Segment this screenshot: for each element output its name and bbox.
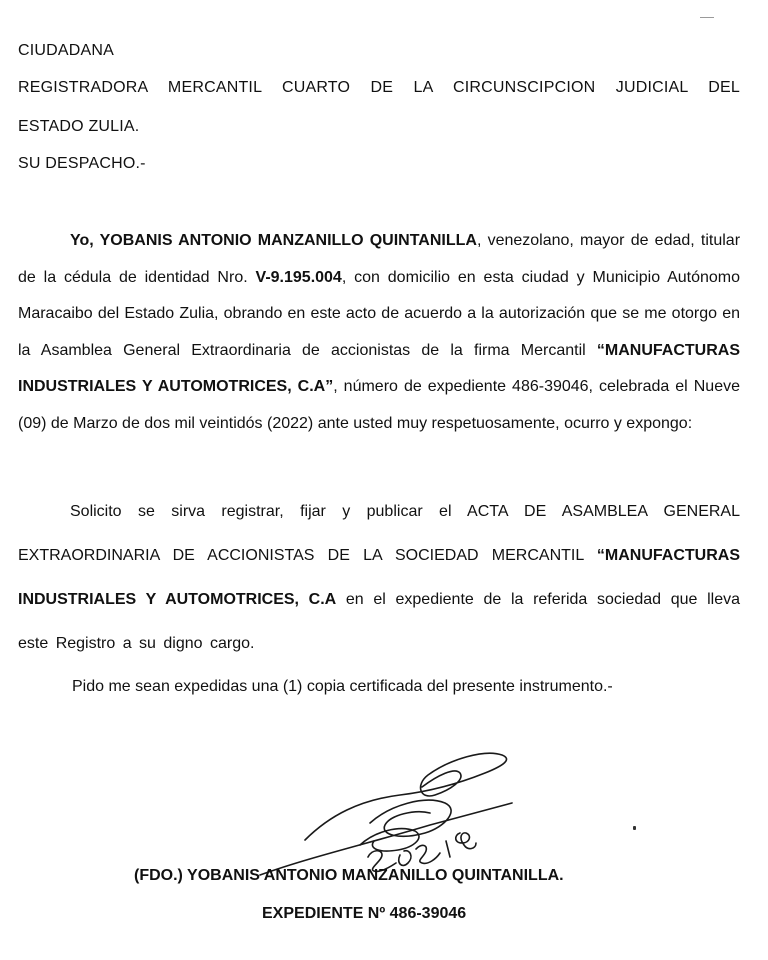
- expediente-number: EXPEDIENTE Nº 486-39046: [262, 905, 467, 922]
- paragraph-identification: [18, 223, 740, 442]
- paragraph-copy-request: Pido me sean expedidas una (1) copia certificada del presente instrumento.-: [72, 678, 613, 695]
- paragraph-text: , venezolano, mayor de edad, titular de la cédula de identidad Nro.: [18, 232, 741, 286]
- cedula-number: V-9.195.004: [255, 268, 342, 286]
- signer-name: (FDO.) YOBANIS ANTONIO MANZANILLO QUINTANILLA.: [134, 867, 564, 884]
- paragraph-text: en el expediente de la referida sociedad que lleva este Registro a su digno cargo.: [18, 591, 740, 652]
- paragraph-text: , con domicilio en esta ciudad y Municipio Autónomo Maracaibo del Estado Zulia, obrando en este acto de acuerdo a la autorización que se me otorgo en la Asamblea General Extraordinaria de accionistas de la firma Mercantil: [18, 268, 741, 359]
- company-name: “MANUFACTURAS INDUSTRIALES Y AUTOMOTRICES, C.A”: [18, 341, 740, 395]
- header-state: ESTADO ZULIA.: [18, 118, 140, 135]
- company-name: “MANUFACTURAS INDUSTRIALES Y AUTOMOTRICES, C.A: [18, 547, 740, 608]
- paragraph-text: Solicito se sirva registrar, fijar y publicar el ACTA DE ASAMBLEA GENERAL EXTRAORDINARIA DE ACCIONISTAS DE LA SOCIEDAD MERCANTIL: [18, 503, 740, 564]
- yo-text: Yo,: [70, 232, 100, 249]
- applicant-name: YOBANIS ANTONIO MANZANILLO QUINTANILLA: [99, 232, 477, 249]
- paragraph-request: [18, 490, 740, 666]
- scan-speck: [633, 826, 636, 830]
- scan-mark: [700, 17, 714, 18]
- header-office: REGISTRADORA MERCANTIL CUARTO DE LA CIRCUNSCIPCION JUDICIAL DEL: [18, 79, 740, 96]
- header-addressee: CIUDADANA: [18, 42, 115, 59]
- paragraph-text: , número de expediente 486-39046, celebrada el Nueve (09) de Marzo de dos mil veintidós (2022) ante usted muy respetuosamente, ocurro y expongo:: [18, 378, 740, 432]
- header-despacho: SU DESPACHO.-: [18, 155, 146, 172]
